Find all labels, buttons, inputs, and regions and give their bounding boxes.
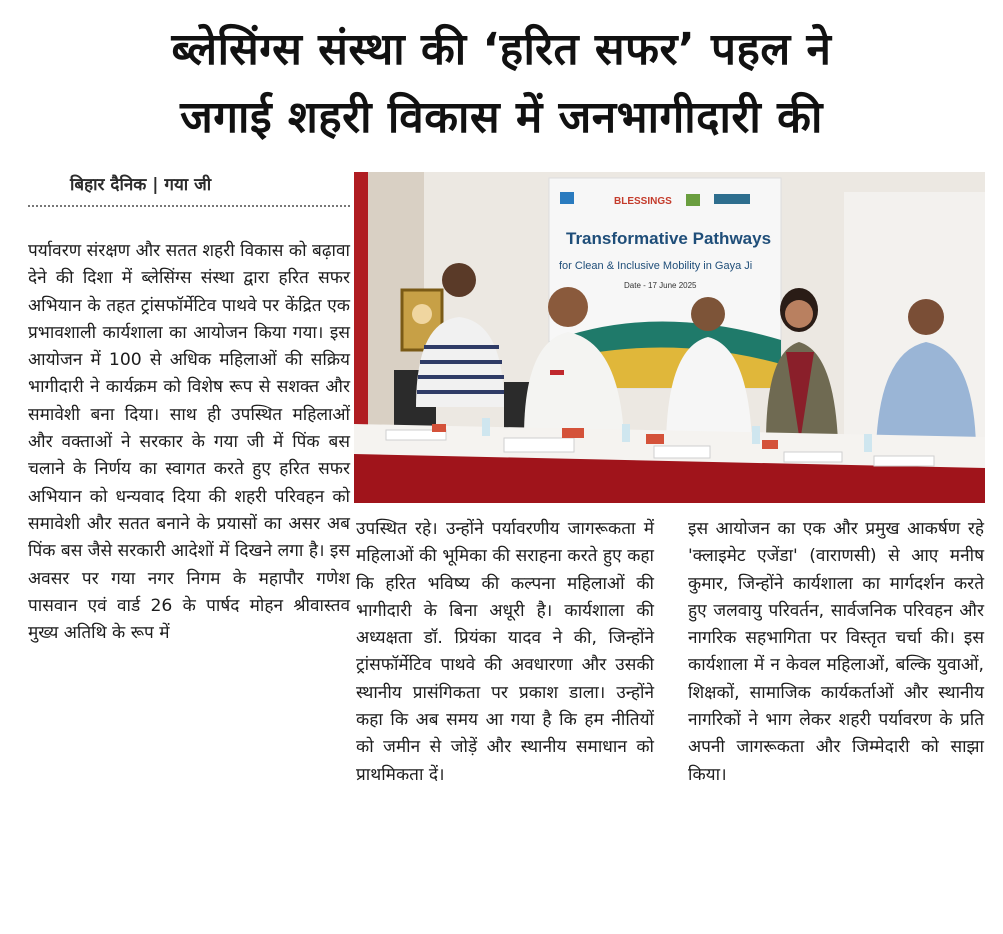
svg-text:BLESSINGS: BLESSINGS <box>614 196 672 207</box>
byline-divider <box>28 205 350 207</box>
headline-line-2: जगाई शहरी विकास में जनभागीदारी की <box>180 92 823 143</box>
headline-line-1: ब्लेसिंग्स संस्था की ‘हरित सफर’ पहल ने <box>171 24 832 75</box>
svg-text:Transformative Pathways: Transformative Pathways <box>566 229 772 248</box>
article-column-3 <box>688 516 984 789</box>
article-column-1 <box>28 238 350 647</box>
svg-text:for Clean & Inclusive Mobility: for Clean & Inclusive Mobility in Gaya Ji <box>559 260 753 272</box>
byline: बिहार दैनिक | गया जी <box>70 175 212 195</box>
event-photo <box>354 172 985 503</box>
article-column-2 <box>356 516 654 789</box>
article-paragraph: इस आयोजन का एक और प्रमुख आकर्षण रहे 'क्लाइमेट एजेंडा' (वाराणसी) से आए मनीष कुमार, जिन्होंने कार्यशाला का मार्गदर्शन करते हुए जलवायु परिवर्तन, सार्वजनिक परिवहन और नागरिक सहभागिता पर विस्तृत चर्चा की। इस कार्यशाला में न केवल महिलाओं, बल्कि युवाओं, शिक्षकों, सामाजिक कार्यकर्ताओं और स्थानीय नागरिकों ने भाग लेकर शहरी पर्यावरण के प्रति अपनी जागरूकता और जिम्मेदारी को साझा किया। <box>688 519 984 785</box>
svg-text:Date - 17 June 2025: Date - 17 June 2025 <box>624 281 697 290</box>
article-paragraph: उपस्थित रहे। उन्होंने पर्यावरणीय जागरूकता में महिलाओं की भूमिका की सराहना करते हुए कहा कि हरित भविष्य की कल्पना महिलाओं की भागीदारी के बिना अधूरी है। कार्यशाला की अध्यक्षता डॉ. प्रियंका यादव ने की, जिन्होंने ट्रांसफॉर्मेटिव पाथवे की अवधारणा और उसकी स्थानीय प्रासंगिकता पर प्रकाश डाला। उन्होंने कहा कि अब समय आ गया है कि हम नीतियों को जमीन से जोड़ें और स्थानीय समाधान को प्राथमिकता दें। <box>356 519 654 785</box>
article-paragraph: पर्यावरण संरक्षण और सतत शहरी विकास को बढ़ावा देने की दिशा में ब्लेसिंग्स संस्था द्वारा हरित सफर अभियान के तहत ट्रांसफॉर्मेटिव पाथवे पर केंद्रित एक प्रभावशाली कार्यशाला का आयोजन किया गया। इस आयोजन में 100 से अधिक महिलाओं की सक्रिय भागीदारी ने कार्यक्रम को विशेष रूप से सशक्त और समावेशी बना दिया। साथ ही उपस्थित महिलाओं और वक्ताओं ने सरकार के गया जी में पिंक बस चलाने के निर्णय का स्वागत करते हुए हरित सफर अभियान को धन्यवाद दिया की शहरी परिवहन को समावेशी और सतत बनाने के प्रयासों का असर अब पिंक बस जैसे सरकारी आदेशों में दिखने लगा है। इस अवसर पर गया नगर निगम के महापौर गणेश पासवान एवं वार्ड 26 के पार्षद मोहन श्रीवास्तव मुख्य अतिथि के रूप में <box>28 241 350 644</box>
